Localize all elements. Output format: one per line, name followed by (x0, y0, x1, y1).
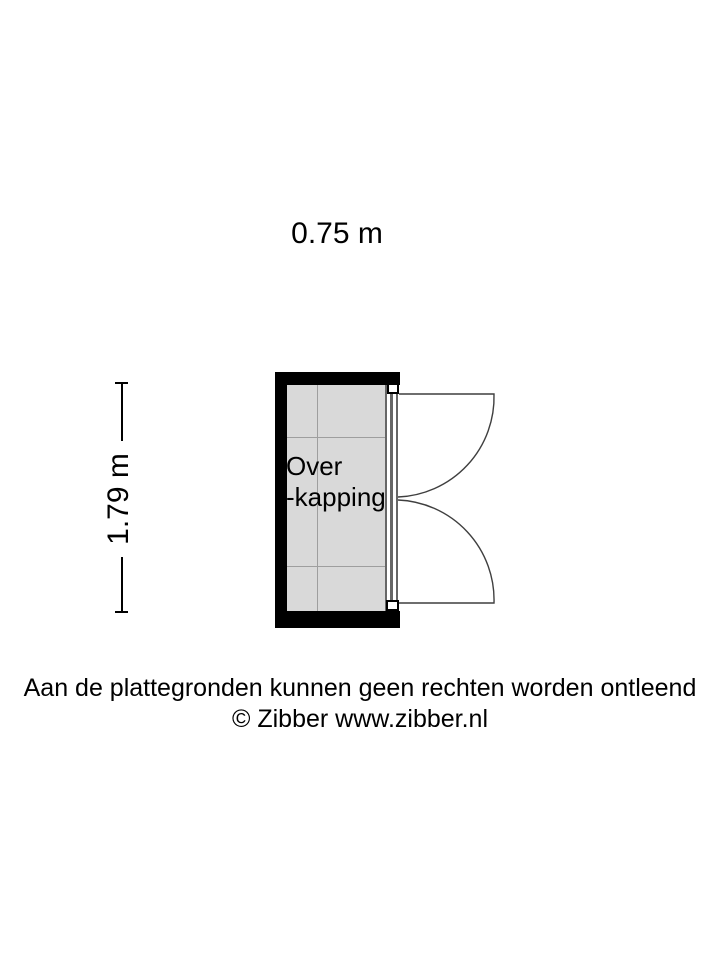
room-label-line1: Over (286, 451, 343, 481)
floor-grid-line-horizontal-2 (287, 566, 385, 567)
width-dimension-label: 0.75 m (291, 217, 383, 250)
door-jamb-top (387, 383, 399, 394)
height-dimension-label: 1.79 m (102, 453, 135, 545)
height-dimension-line-lower (121, 557, 123, 612)
floor-grid-line-horizontal-1 (287, 437, 385, 438)
copyright-text: © Zibber www.zibber.nl (231, 705, 489, 733)
door-leaf-bottom (398, 500, 494, 603)
height-dimension-tick-bottom (115, 611, 128, 613)
footer (0, 673, 720, 735)
height-dimension-line-upper (121, 383, 123, 441)
disclaimer-text: Aan de plattegronden kunnen geen rechten worden ontleend (23, 674, 697, 702)
door-jamb-bottom (386, 600, 399, 611)
room-label (286, 451, 386, 513)
door-leaf-top (398, 394, 494, 497)
door-frame (385, 384, 400, 611)
wall-top (275, 372, 400, 385)
door-frame-bar (390, 384, 393, 611)
room-label-line2: -kapping (286, 482, 386, 512)
door-frame-bar (396, 384, 398, 611)
wall-bottom (275, 611, 400, 628)
